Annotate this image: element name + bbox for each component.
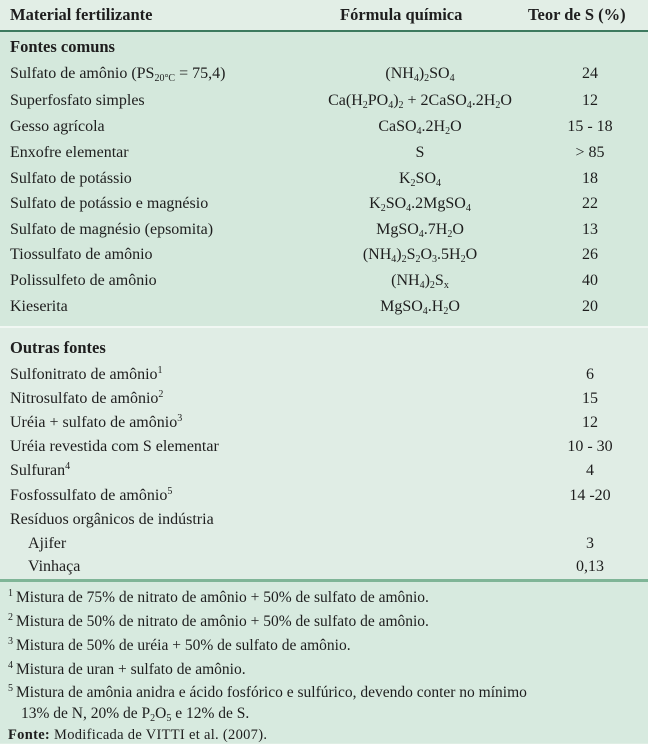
material-cell: Superfosfato simples (10, 92, 145, 109)
section-title-other (0, 338, 648, 362)
table-row (0, 65, 648, 89)
material-cell: Enxofre elementar (10, 144, 129, 161)
sulfur-cell: 15 - 18 (567, 118, 613, 135)
footnote-1: $^1$ Mistura de 75% de nitrato de amônio + 50% de sulfato de amônio. (8, 588, 429, 606)
material-cell: Uréia revestida com S elementar (10, 438, 219, 455)
material-cell: Polissulfeto de amônio (10, 272, 157, 289)
material-cell: Gesso agrícola (10, 118, 105, 135)
sulfur-cell: 14 -20 (569, 487, 611, 504)
table-row (0, 511, 648, 535)
footnote-5: $^5$ Mistura de amônia anidra e ácido fosfórico e sulfúrico, devendo conter no mínimo (8, 683, 527, 701)
source-citation: Fonte: Modificada de VITTI et al. (2007). (8, 727, 268, 743)
formula-cell: $(NH_4)_2S_2O_3.5H_2O$ (362, 246, 478, 265)
sulfur-cell: 22 (582, 195, 598, 212)
column-header-sulfur-content: Teor de S (%) (528, 5, 626, 24)
sulfur-cell: 0,13 (576, 558, 604, 575)
material-cell: Sulfato de potássio (10, 170, 132, 187)
material-cell: Sulfuran$^4$ (10, 461, 71, 479)
formula-cell: S (415, 144, 425, 161)
formula-cell: $K_2SO_4$ (398, 170, 441, 189)
sulfur-cell: 3 (586, 535, 594, 552)
sulfur-cell: 20 (582, 298, 598, 315)
column-header-material: Material fertilizante (10, 5, 153, 24)
table-row (0, 298, 648, 322)
formula-cell: $Ca(H_2PO_4)_2$ + $2CaSO_4.2H_2O$ (328, 92, 512, 111)
material-cell: Sulfato de magnésio (epsomita) (10, 221, 214, 238)
table-row (0, 487, 648, 511)
formula-cell: $(NH_4)_2S_x$ (391, 272, 449, 291)
table-row (0, 390, 648, 414)
table-row (0, 246, 648, 270)
formula-cell: $MgSO_4.7H_2O$ (376, 221, 464, 240)
material-cell: Kieserita (10, 298, 68, 315)
formula-cell: $K_2SO_4.2MgSO_4$ (369, 195, 471, 214)
table-row (0, 118, 648, 142)
table-row (0, 535, 648, 559)
table-row (0, 144, 648, 168)
table-row (0, 92, 648, 116)
sulfur-cell: 26 (582, 246, 598, 263)
sulfur-cell: 24 (582, 65, 598, 82)
footnote-4: $^4$ Mistura de uran + sulfato de amônio. (8, 660, 246, 678)
table-row (0, 366, 648, 390)
sulfur-cell: 15 (582, 390, 598, 407)
material-cell: Resíduos orgânicos de indústria (10, 511, 214, 528)
material-cell: Sulfato de potássio e magnésio (10, 195, 209, 212)
table-header (0, 0, 648, 32)
sulfur-cell: 13 (582, 221, 598, 238)
sulfur-cell: 12 (582, 92, 598, 109)
sulfur-cell: 4 (586, 462, 594, 479)
table-row (0, 272, 648, 296)
material-cell: Nitrosulfato de amônio$^2$ (10, 389, 164, 407)
sulfur-cell: > 85 (575, 144, 605, 161)
table-row (0, 195, 648, 219)
footnote-2: $^2$ Mistura de 50% de nitrato de amônio + 50% de sulfato de amônio. (8, 612, 429, 630)
table-row (0, 462, 648, 486)
table-row (0, 414, 648, 438)
table-row (0, 221, 648, 245)
sulfur-cell: 6 (586, 366, 594, 383)
table-row (0, 170, 648, 194)
sulfur-cell: 40 (582, 272, 598, 289)
material-cell: Ajifer (28, 535, 67, 552)
sulfur-cell: 12 (582, 414, 598, 431)
table-row (0, 558, 648, 582)
sulfur-cell: 10 - 30 (567, 438, 613, 455)
sulfur-cell: 18 (582, 170, 598, 187)
formula-cell: $CaSO_4.2H_2O$ (378, 118, 462, 137)
material-cell: Uréia + sulfato de amônio$^3$ (10, 413, 183, 431)
material-cell: Tiossulfato de amônio (10, 246, 153, 263)
section-title-text: Outras fontes (10, 338, 106, 357)
material-cell: Fosfossulfato de amônio$^5$ (10, 486, 173, 504)
material-cell: Sulfato de amônio $(PS_{20^\circ C} = 75,4)$ (10, 65, 226, 84)
table-row (0, 438, 648, 462)
formula-cell: $MgSO_4.H_2O$ (380, 298, 460, 317)
formula-cell: $(NH_4)_2SO_4$ (385, 65, 455, 84)
section-title-common (0, 37, 648, 61)
material-cell: Vinhaça (28, 558, 81, 575)
material-cell: Sulfonitrato de amônio$^1$ (10, 365, 163, 383)
column-header-formula: Fórmula química (340, 5, 463, 24)
section-title-text: Fontes comuns (10, 37, 115, 56)
footnote-3: $^3$ Mistura de 50% de uréia + 50% de sulfato de amônio. (8, 636, 351, 654)
footnote-5-continuation: 13% de N, 20% de $P_2O_5$ e 12% de S. (21, 705, 250, 724)
